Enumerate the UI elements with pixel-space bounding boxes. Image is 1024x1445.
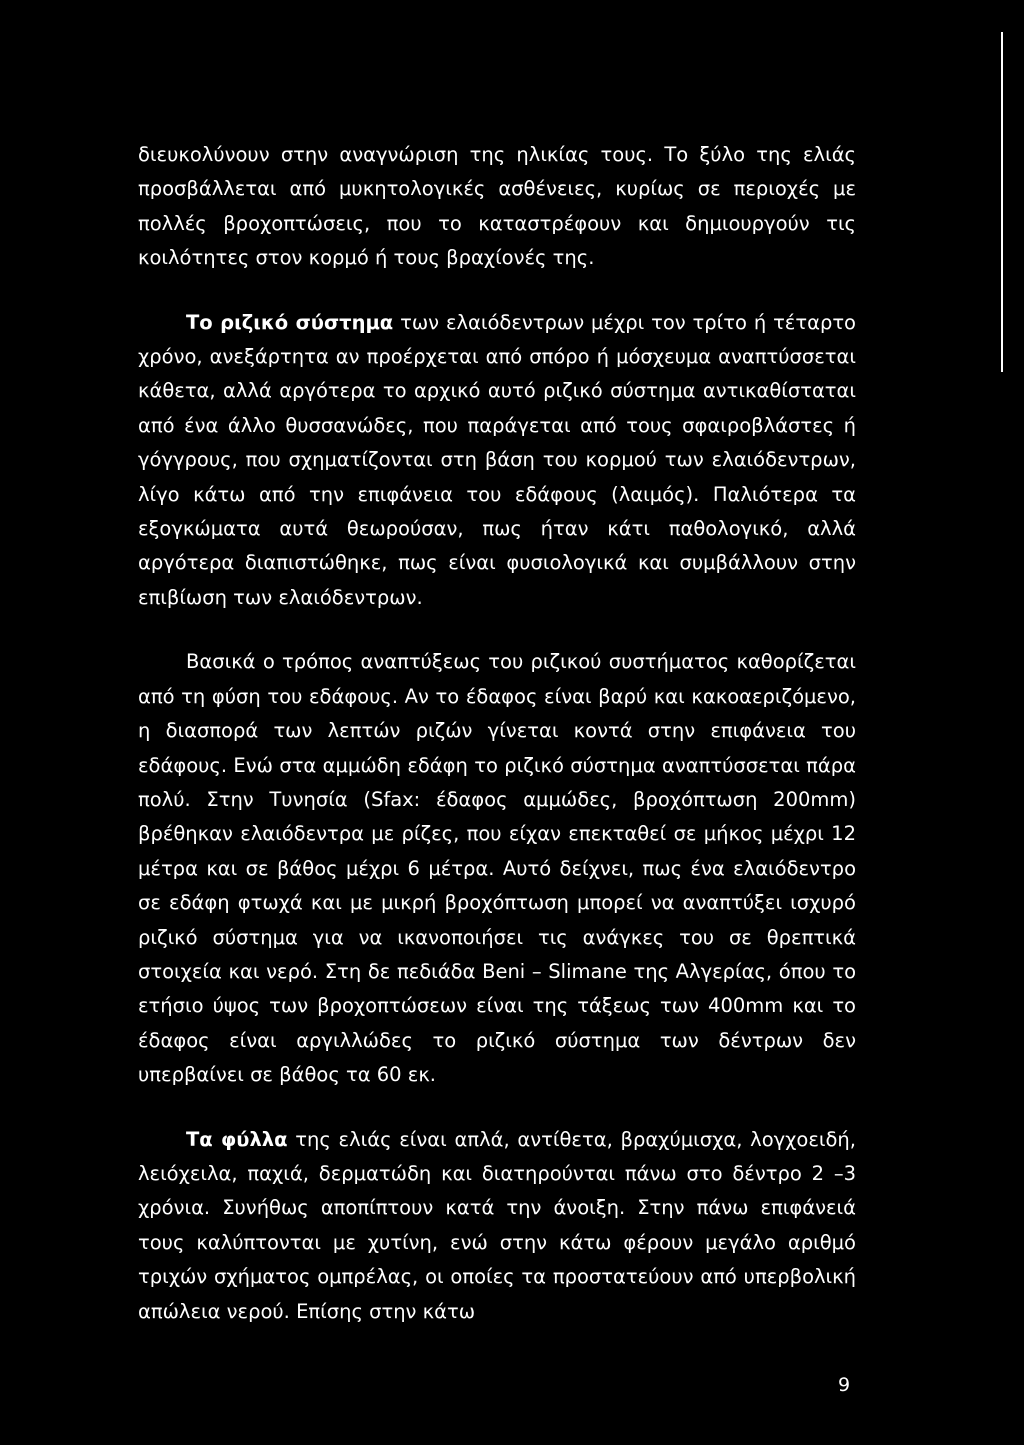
scan-edge-line	[1001, 32, 1003, 262]
page-number: 9	[838, 1374, 851, 1396]
paragraph-lead-root-system: Το ριζικό σύστημα	[186, 310, 394, 334]
paragraph-text: της ελιάς είναι απλά, αντίθετα, βραχύμισχα, λογχοειδή, λειόχειλα, παχιά, δερματώδη και διατηρούνται πάνω στο δέντρο 2 –3 χρόνια. Συνήθως αποπίπτουν κατά την άνοιξη. Στην πάνω επιφάνειά τους καλύπτονται με χυτίνη, ενώ στην κάτω φέρουν μεγάλο αριθμό τριχών σχήματος ομπρέλας, οι οποίες τα προστατεύουν από υπερβολική απώλεια νερού. Επίσης στην κάτω	[138, 1127, 856, 1323]
paragraph-leaves	[138, 1123, 856, 1329]
paragraph-olive-wood	[138, 138, 856, 276]
paragraph-text: των ελαιόδεντρων μέχρι τον τρίτο ή τέταρτο χρόνο, ανεξάρτητα αν προέρχεται από σπόρο ή μόσχευμα αναπτύσσεται κάθετα, αλλά αργότερα το αρχικό αυτό ριζικό σύστημα αντικαθίσταται από ένα άλλο θυσσανώδες, που παράγεται από τους σφαιροβλάστες ή γόγγρους, που σχηματίζονται στη βάση του κορμού των ελαιόδεντρων, λίγο κάτω από την επιφάνεια του εδάφους (λαιμός). Παλιότερα τα εξογκώματα αυτά θεωρούσαν, πως ήταν κάτι παθολογικό, αλλά αργότερα διαπιστώθηκε, πως είναι φυσιολογικά και συμβάλλουν στην επιβίωση των ελαιόδεντρων.	[138, 310, 856, 609]
paragraph-root-system	[138, 306, 856, 616]
paragraph-text: Βασικά ο τρόπος αναπτύξεως του ριζικού συστήματος καθορίζεται από τη φύση του εδάφους. Αν το έδαφος είναι βαρύ και κακοαεριζόμενο, η διασπορά των λεπτών ριζών γίνεται κοντά στην επιφάνεια του εδάφους. Ενώ στα αμμώδη εδάφη το ριζικό σύστημα αναπτύσσεται πάρα πολύ. Στην Τυνησία (Sfax: έδαφος αμμώδες, βροχόπτωση 200mm) βρέθηκαν ελαιόδεντρα με ρίζες, που είχαν επεκταθεί σε μήκος μέχρι 12 μέτρα και σε βάθος μέχρι 6 μέτρα. Αυτό δείχνει, πως ένα ελαιόδεντρο σε εδάφη φτωχά και με μικρή βροχόπτωση μπορεί να αναπτύξει ισχυρό ριζικό σύστημα για να ικανοποιήσει τις ανάγκες του σε θρεπτικά στοιχεία και νερό. Στη δε πεδιάδα Beni – Slimane της Αλγερίας, όπου το ετήσιο ύψος των βροχοπτώσεων είναι της τάξεως των 400mm και το έδαφος είναι αργιλλώδες το ριζικό σύστημα των δέντρων δεν υπερβαίνει σε βάθος τα 60 εκ.	[138, 650, 856, 1087]
scan-edge-line-lower	[1001, 262, 1003, 372]
body-text	[138, 138, 856, 1329]
paragraph-root-development	[138, 645, 856, 1092]
paragraph-lead-leaves: Τα φύλλα	[186, 1127, 288, 1151]
paragraph-text: διευκολύνουν στην αναγνώριση της ηλικίας τους. Το ξύλο της ελιάς προσβάλλεται από μυκητολογικές ασθένειες, κυρίως σε περιοχές με πολλές βροχοπτώσεις, που το καταστρέφουν και δημιουργούν τις κοιλότητες στον κορμό ή τους βραχίονές της.	[138, 143, 856, 270]
